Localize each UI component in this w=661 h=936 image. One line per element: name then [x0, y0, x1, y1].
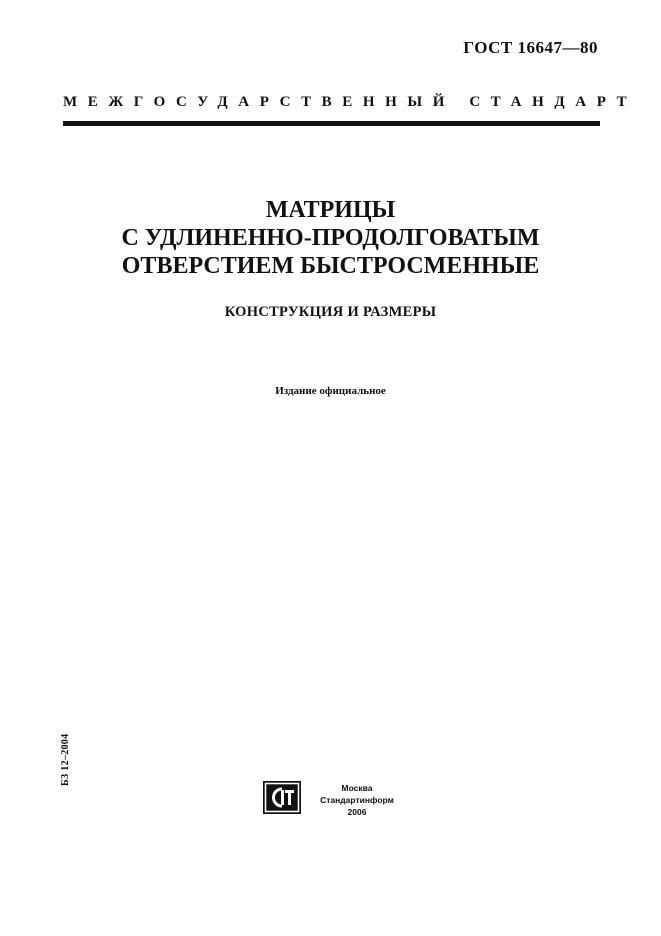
header-rule [63, 121, 600, 126]
document-title [0, 196, 661, 280]
standard-kind: МЕЖГОСУДАРСТВЕННЫЙ СТАНДАРТ [63, 94, 638, 110]
publisher-name: Стандартинформ [320, 795, 394, 805]
publisher-city: Москва [341, 783, 373, 793]
document-subtitle: КОНСТРУКЦИЯ И РАЗМЕРЫ [224, 304, 437, 320]
publisher-year: 2006 [347, 807, 367, 817]
publisher-imprint [311, 782, 403, 818]
side-note: БЗ 12–2004 [60, 733, 71, 786]
title-line-2: С УДЛИНЕННО-ПРОДОЛГОВАТЫМ [121, 225, 540, 251]
title-line-1: МАТРИЦЫ [265, 197, 396, 223]
title-line-3: ОТВЕРСТИЕМ БЫСТРОСМЕННЫЕ [121, 253, 540, 279]
edition-label: Издание официальное [275, 385, 386, 397]
gost-number: ГОСТ 16647—80 [463, 38, 598, 57]
standartinform-logo-icon [263, 781, 301, 814]
